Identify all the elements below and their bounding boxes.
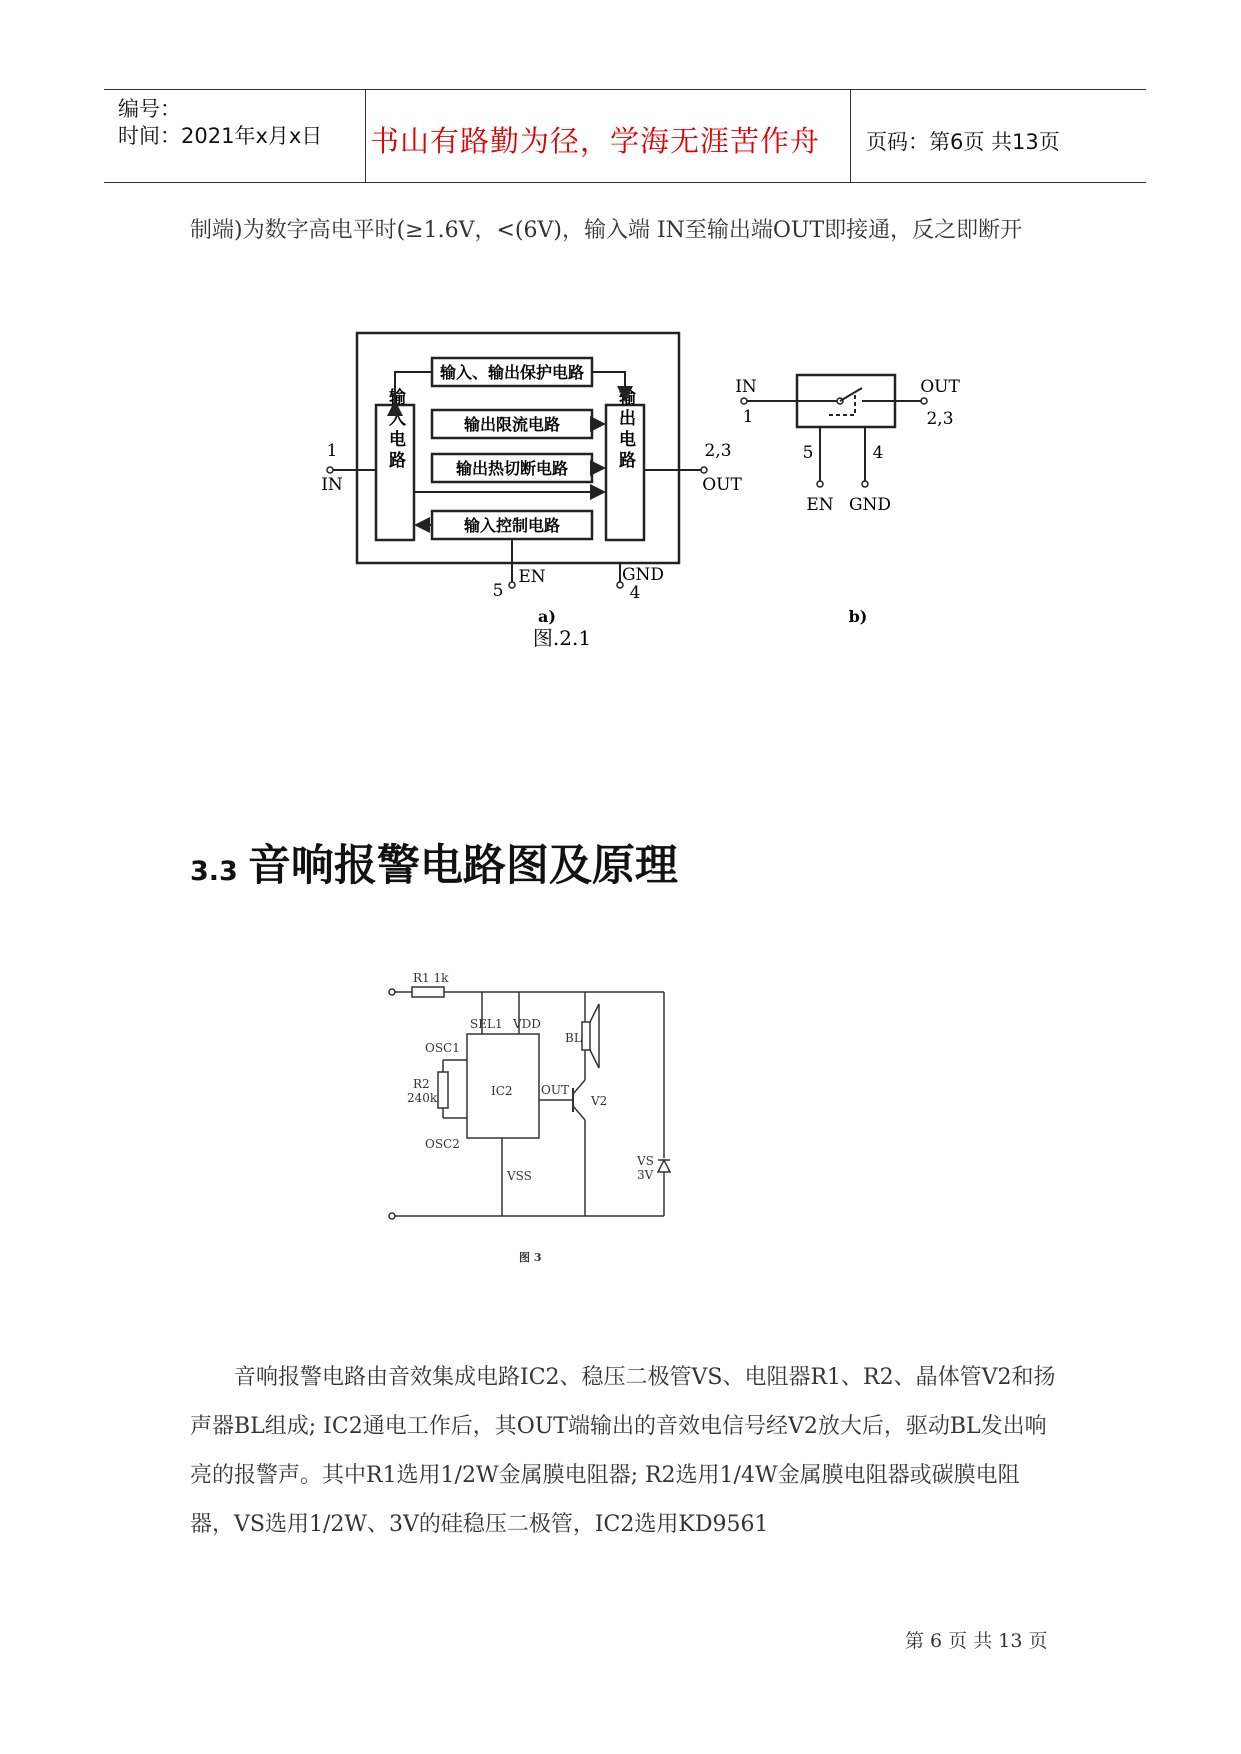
output-circuit-label: 输出电路 bbox=[615, 388, 635, 472]
input-circuit-label: 输入电路 bbox=[385, 388, 405, 472]
ic2-label: IC2 bbox=[491, 1084, 513, 1098]
header-motto: 书山有路勤为径，学海无涯苦作舟 bbox=[370, 124, 821, 158]
header-page-label: 页码：第6页 共13页 bbox=[866, 130, 1060, 154]
speaker-bl bbox=[582, 1022, 590, 1050]
r2-resistor bbox=[438, 1072, 448, 1108]
figure-3-caption: 图 3 bbox=[519, 1251, 542, 1264]
out-pin-label: OUT bbox=[702, 475, 742, 495]
osc2-label: OSC2 bbox=[425, 1137, 460, 1151]
switch-out-number: 2,3 bbox=[926, 409, 954, 429]
figure-2-1-diagram bbox=[300, 320, 980, 660]
out-label: OUT bbox=[541, 1083, 569, 1097]
switch-gnd-label: GND bbox=[848, 495, 892, 515]
gnd-pin-label: GND bbox=[621, 565, 665, 585]
intro-paragraph: 制端)为数字高电平时(≥1.6V，<(6V)，输入端 IN至输出端OUT即接通，反之即断开 bbox=[190, 218, 1023, 243]
switch-in-number: 1 bbox=[742, 407, 754, 427]
figure-2-1-part-a-label: a) bbox=[538, 607, 556, 626]
section-number: 3.3 bbox=[190, 856, 238, 887]
input-terminal-top bbox=[389, 989, 395, 995]
gnd-pin-number: 4 bbox=[629, 583, 641, 603]
vdd-label: VDD bbox=[513, 1017, 541, 1031]
r1-label: R1 1k bbox=[413, 971, 449, 985]
description-text: 音响报警电路由音效集成电路IC2、稳压二极管VS、电阻器R1、R2、晶体管V2和扬声器BL组成; IC2通电工作后，其OUT端输出的音效电信号经V2放大后，驱动BL发出响亮的报警声。其中R1选用1/2W金属膜电阻器; R2选用1/4W金属膜电阻器或碳膜电阻器，VS选用1/2W、3V的硅稳压二极管，IC2选用KD9561 bbox=[190, 1365, 1056, 1537]
header-time-label: 时间：2021年x月x日 bbox=[118, 124, 323, 148]
header-divider-left bbox=[365, 90, 366, 183]
out-pin-number: 2,3 bbox=[704, 441, 732, 461]
en-pin-label: EN bbox=[518, 567, 546, 587]
description-paragraph bbox=[190, 1353, 1060, 1549]
current-limit-label: 输出限流电路 bbox=[463, 415, 561, 434]
r2-value: 240k bbox=[407, 1091, 438, 1105]
en-pin-number: 5 bbox=[492, 581, 504, 601]
figure-2-1-caption: 图.2.1 bbox=[532, 626, 592, 650]
switch-in-label: IN bbox=[735, 377, 757, 397]
switch-en-label: EN bbox=[806, 495, 834, 515]
v2-label: V2 bbox=[591, 1094, 608, 1108]
bl-label: BL bbox=[565, 1031, 582, 1045]
vs-value: 3V bbox=[637, 1168, 654, 1182]
input-terminal-bottom bbox=[389, 1213, 395, 1219]
osc1-label: OSC1 bbox=[425, 1041, 460, 1055]
r2-label: R2 bbox=[413, 1077, 430, 1091]
in-pin-label: IN bbox=[321, 475, 343, 495]
header-divider-right bbox=[850, 90, 851, 183]
switch-out-label: OUT bbox=[920, 377, 960, 397]
footer-page-number: 第 6 页 共 13 页 bbox=[905, 1630, 1048, 1652]
header-number-label: 编号： bbox=[118, 97, 181, 121]
thermal-shutdown-label: 输出热切断电路 bbox=[455, 459, 569, 478]
switch-gnd-number: 4 bbox=[872, 443, 884, 463]
header-bottom-border bbox=[104, 182, 1146, 183]
input-control-label: 输入控制电路 bbox=[463, 516, 561, 535]
vs-zener-diode bbox=[658, 1160, 670, 1172]
section-heading bbox=[190, 832, 678, 893]
sel1-label: SEL1 bbox=[470, 1017, 503, 1031]
figure-3-diagram bbox=[385, 960, 685, 1280]
switch-blade bbox=[840, 388, 862, 401]
section-title: 音响报警电路图及原理 bbox=[247, 841, 678, 891]
in-pin-number: 1 bbox=[326, 441, 338, 461]
header-top-border bbox=[104, 89, 1146, 90]
vs-label: VS bbox=[637, 1154, 654, 1168]
figure-2-1-part-b-label: b) bbox=[848, 607, 868, 626]
r1-resistor bbox=[412, 987, 444, 997]
protection-label: 输入、输出保护电路 bbox=[439, 363, 585, 382]
vss-label: VSS bbox=[507, 1169, 532, 1183]
switch-en-number: 5 bbox=[802, 443, 814, 463]
